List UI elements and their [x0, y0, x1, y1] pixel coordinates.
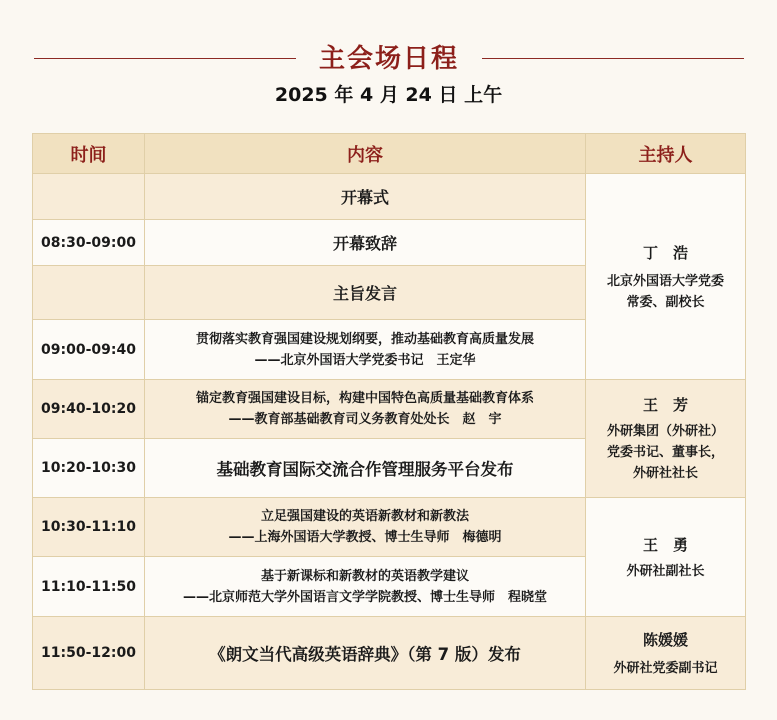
session-title: 《朗文当代高级英语辞典》（第 7 版）发布	[209, 645, 521, 664]
time-cell: 11:10-11:50	[33, 557, 145, 617]
column-header-host: 主持人	[586, 134, 746, 174]
talk-speaker: ——北京师范大学外国语言文学学院教授、博士生导师 程晓堂	[182, 589, 547, 605]
talk-title: 基于新课标和新教材的英语教学建议	[260, 568, 469, 584]
session-title: 主旨发言	[332, 284, 397, 303]
time-cell: 09:00-09:40	[33, 320, 145, 380]
host-cell	[586, 174, 746, 380]
content-cell	[145, 174, 586, 220]
time-cell	[33, 174, 145, 220]
host-cell	[586, 498, 746, 617]
page-title: 主会场日程	[318, 44, 459, 74]
session-title: 开幕式	[340, 188, 389, 207]
title-divider-right	[482, 58, 744, 59]
column-header-time: 时间	[33, 134, 145, 174]
content-cell	[145, 220, 586, 266]
time-cell: 11:50-12:00	[33, 617, 145, 690]
talk-title: 贯彻落实教育强国建设规划纲要，推动基础教育高质量发展	[195, 331, 534, 347]
time-cell: 10:30-11:10	[33, 498, 145, 557]
schedule-date: 2025 年 4 月 24 日 上午	[274, 84, 503, 106]
table-row	[33, 174, 746, 220]
content-cell	[145, 320, 586, 380]
host-role-line: 党委书记、董事长，	[606, 445, 724, 460]
talk-title: 立足强国建设的英语新教材和新教法	[260, 509, 469, 524]
talk-speaker: ——教育部基础教育司义务教育处处长 赵 宇	[228, 412, 502, 427]
title-divider-left	[34, 58, 296, 59]
session-title: 开幕致辞	[332, 234, 397, 253]
title-row	[0, 36, 777, 76]
talk-title: 锚定教育强国建设目标，构建中国特色高质量基础教育体系	[195, 391, 534, 406]
content-cell	[145, 439, 586, 498]
talk-speaker: ——北京外国语大学党委书记 王定华	[254, 352, 476, 368]
content-cell	[145, 380, 586, 439]
time-cell	[33, 266, 145, 320]
host-role-line: 外研社副社长	[626, 563, 705, 579]
talk-speaker: ——上海外国语大学教授、博士生导师 梅德明	[228, 530, 502, 545]
time-cell: 09:40-10:20	[33, 380, 145, 439]
host-name: 王 芳	[642, 396, 688, 414]
host-role-line: 常委、副校长	[626, 294, 705, 310]
host-cell	[586, 617, 746, 690]
host-name: 陈媛媛	[642, 630, 688, 649]
schedule-table	[32, 133, 746, 690]
host-role-line: 外研集团（外研社）	[606, 424, 724, 439]
host-role-line: 外研社党委副书记	[613, 660, 718, 676]
content-cell	[145, 557, 586, 617]
table-row	[33, 380, 746, 439]
table-row	[33, 498, 746, 557]
host-cell	[586, 380, 746, 498]
time-cell: 08:30-09:00	[33, 220, 145, 266]
table-row	[33, 617, 746, 690]
session-title: 基础教育国际交流合作管理服务平台发布	[216, 460, 514, 479]
content-cell	[145, 617, 586, 690]
time-cell: 10:20-10:30	[33, 439, 145, 498]
content-cell	[145, 498, 586, 557]
content-cell	[145, 266, 586, 320]
host-name: 王 勇	[642, 535, 688, 554]
host-name: 丁 浩	[642, 243, 688, 262]
host-role-line: 北京外国语大学党委	[606, 273, 724, 289]
column-header-content: 内容	[145, 134, 586, 174]
table-header-row	[33, 134, 746, 174]
host-role-line: 外研社社长	[632, 466, 698, 481]
